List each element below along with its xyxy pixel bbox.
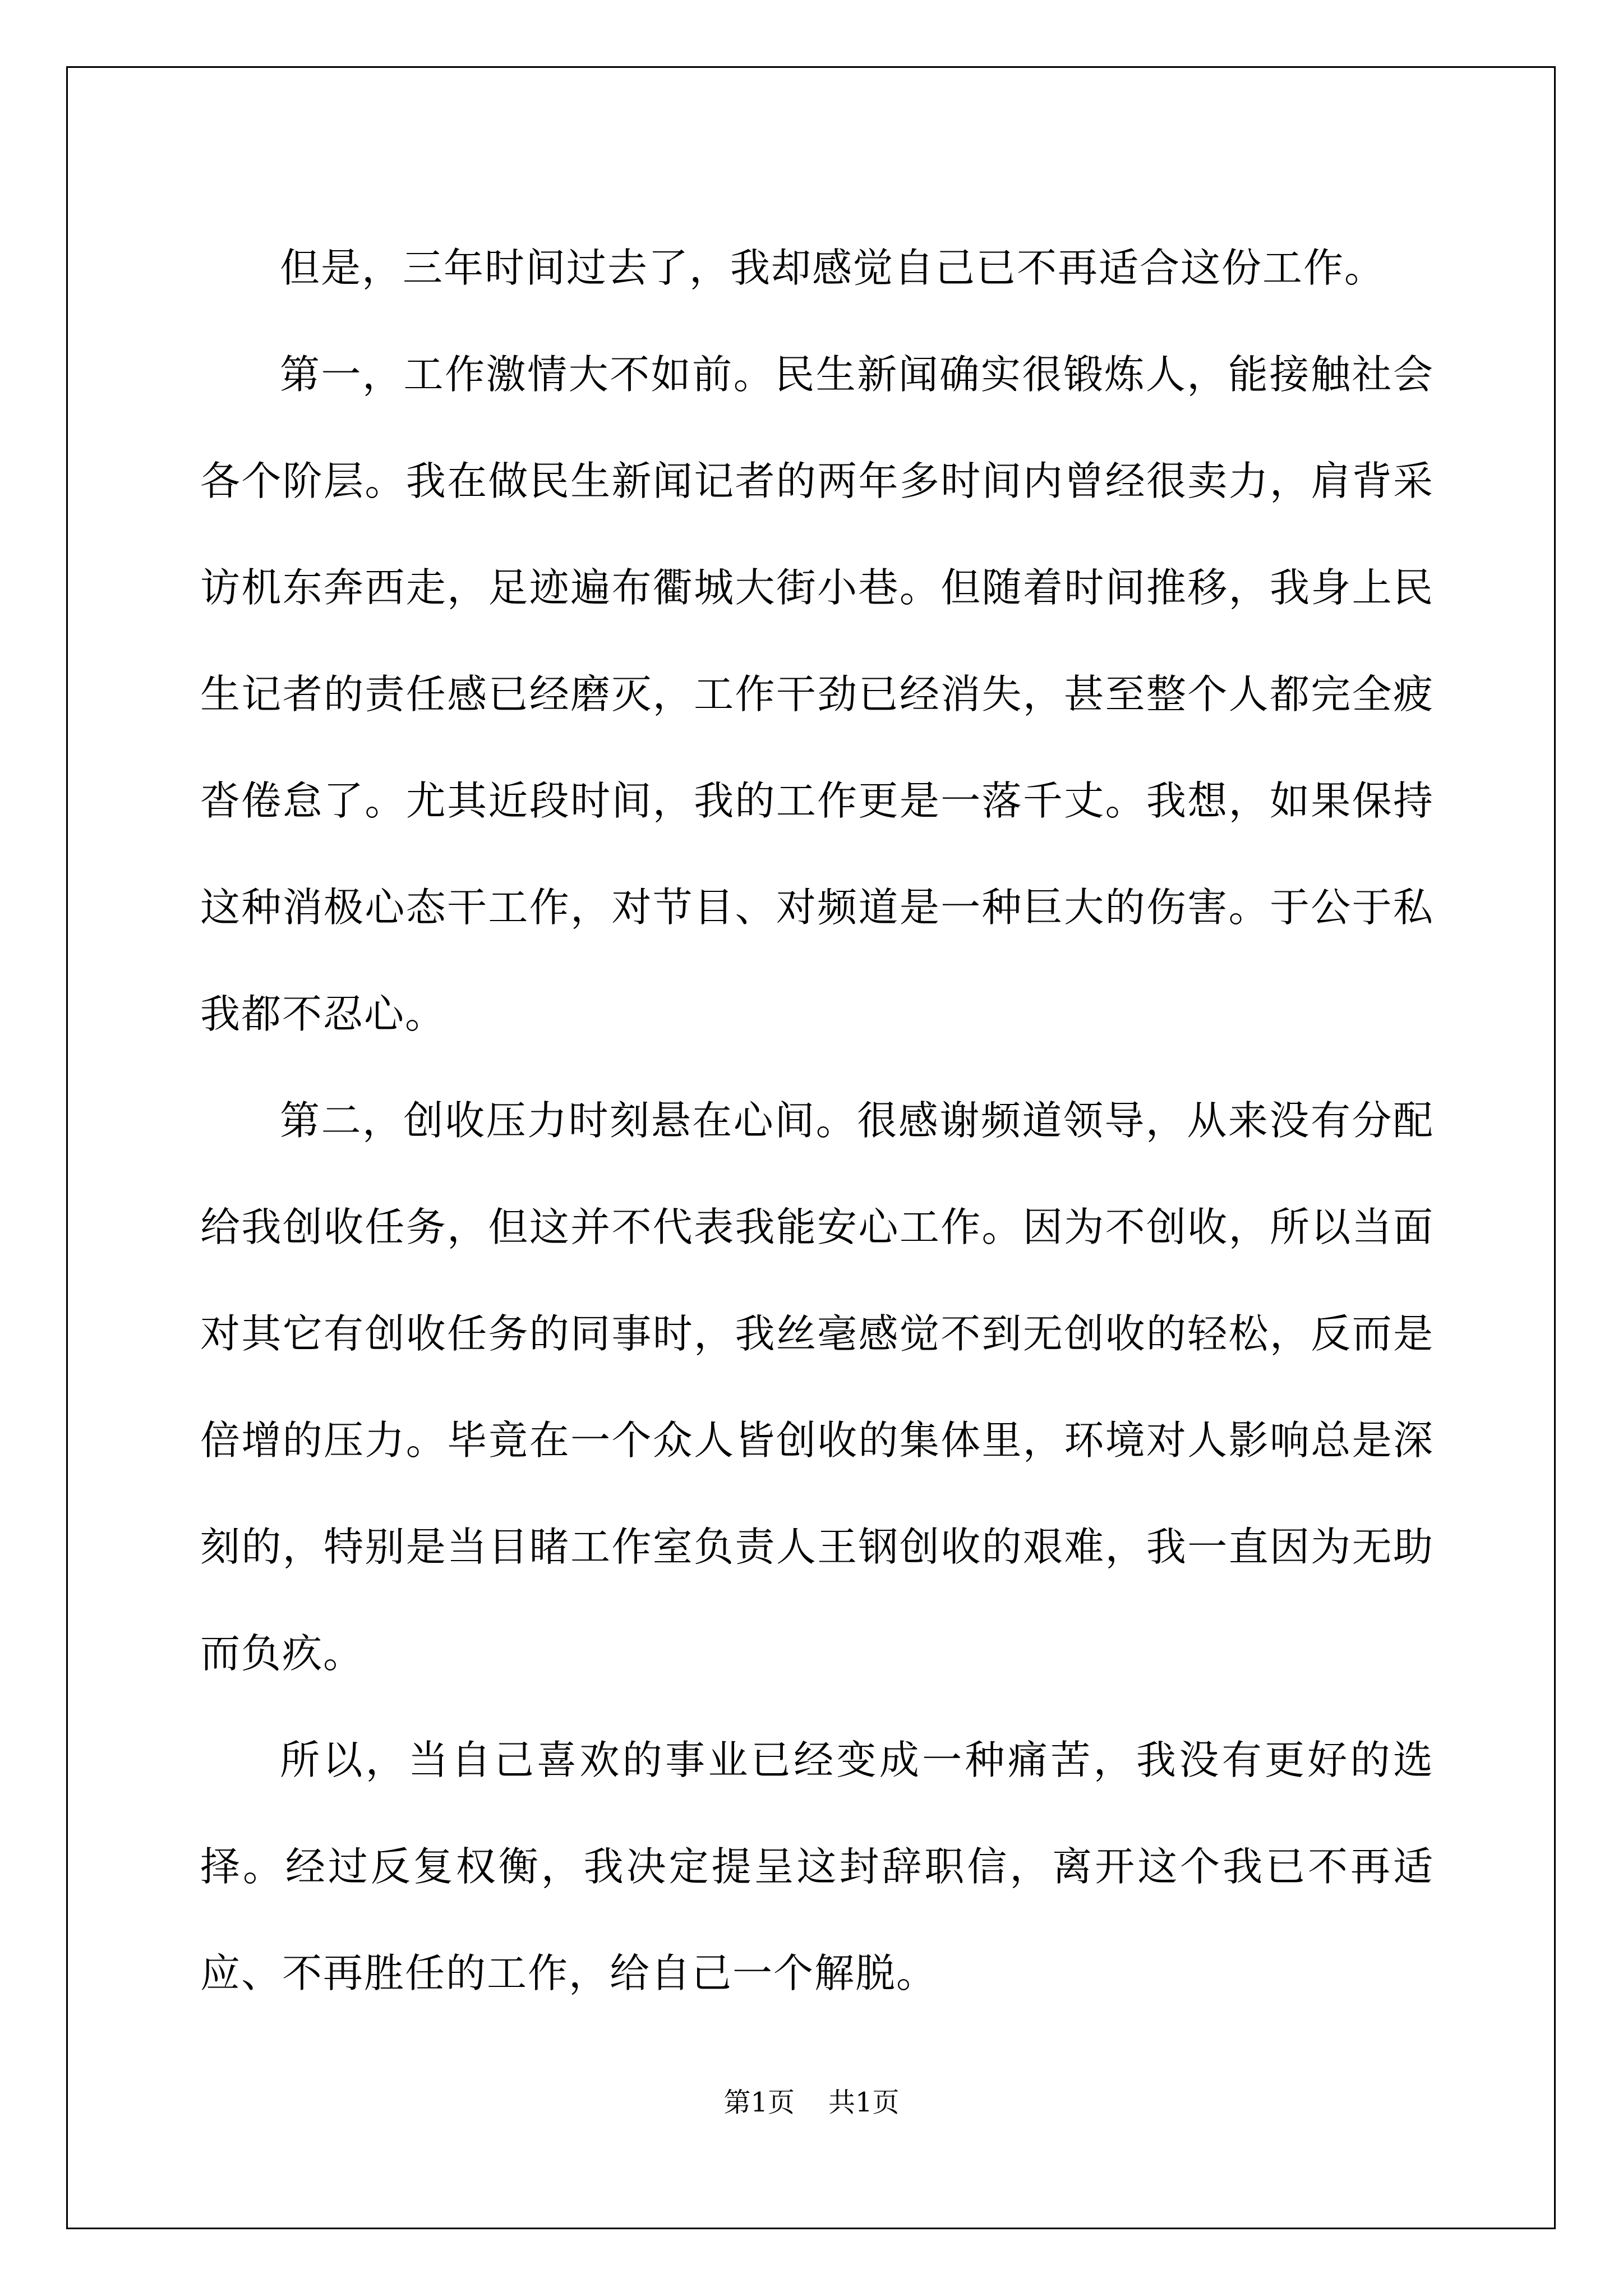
page-footer [0,2086,1623,2119]
paragraph-2: 第一，工作激情大不如前。民生新闻确实很锻炼人，能接触社会各个阶层。我在做民生新闻记者的两年多时间内曾经很卖力，肩背采访机东奔西走，足迹遍布衢城大街小巷。但随着时间推移，我身上民生记者的责任感已经磨灭，工作干劲已经消失，甚至整个人都完全疲沓倦怠了。尤其近段时间，我的工作更是一落千丈。我想，如果保持这种消极心态干工作，对节目、对频道是一种巨大的伤害。于公于私我都不忍心。 [200,351,1434,1037]
paragraph-4: 所以，当自己喜欢的事业已经变成一种痛苦，我没有更好的选择。经过反复权衡，我决定提呈这封辞职信，离开这个我已不再适应、不再胜任的工作，给自己一个解脱。 [200,1737,1434,1996]
paragraph-3: 第二，创收压力时刻悬在心间。很感谢频道领导，从来没有分配给我创收任务，但这并不代表我能安心工作。因为不创收，所以当面对其它有创收任务的同事时，我丝毫感觉不到无创收的轻松，反而是倍增的压力。毕竟在一个众人皆创收的集体里，环境对人影响总是深刻的，特别是当目睹工作室负责人王钢创收的艰难，我一直因为无助而负疚。 [200,1097,1434,1677]
document-body [200,215,1434,2027]
page-number-total: 共1页 [828,2087,900,2118]
paragraph-1: 但是，三年时间过去了，我却感觉自己已不再适合这份工作。 [280,245,1386,291]
page-number-current: 第1页 [723,2087,795,2118]
